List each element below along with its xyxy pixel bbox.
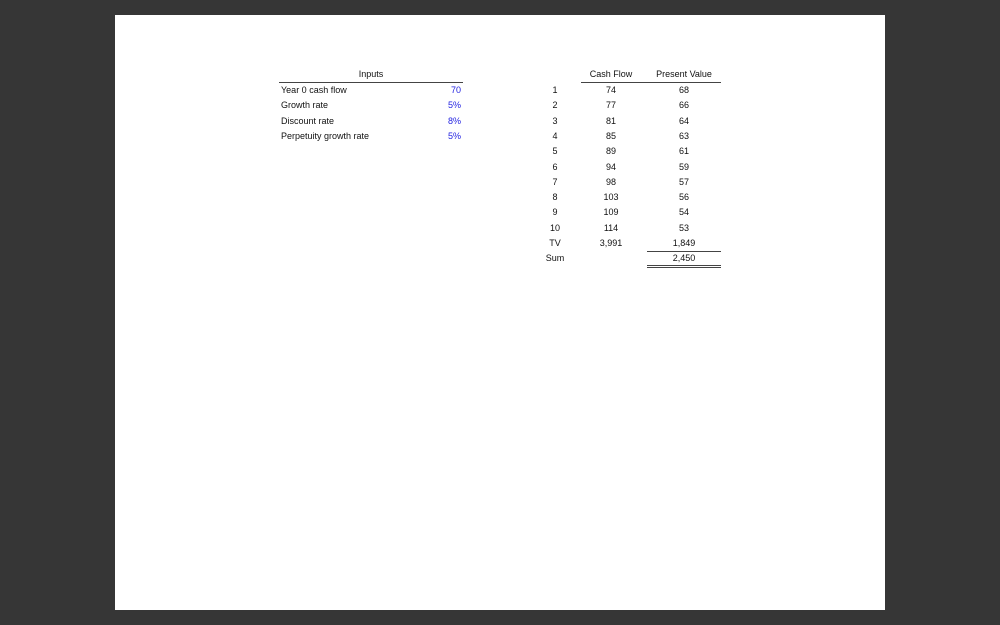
present-value-cell: 61 [678, 146, 689, 157]
cash-flow-cell: 85 [605, 130, 616, 141]
input-value[interactable]: 8% [447, 115, 461, 126]
period-label: 10 [549, 222, 560, 233]
input-label: Discount rate [281, 115, 335, 126]
cash-flow-cell: 77 [605, 100, 616, 111]
spreadsheet-page [115, 15, 885, 610]
cash-flow-cell: 74 [605, 85, 616, 95]
period-label: TV [549, 238, 561, 248]
sum-label: Sum [545, 253, 565, 263]
cash-flow-cell: 94 [605, 161, 616, 172]
input-value[interactable]: 5% [447, 100, 461, 111]
cash-flow-cell: 89 [605, 146, 616, 157]
period-label: 3 [552, 115, 558, 126]
present-value-cell: 64 [678, 115, 689, 126]
present-value-cell: 57 [678, 176, 689, 187]
cash-flow-header: Cash Flow [589, 69, 633, 79]
sum-double-rule-bottom [647, 267, 721, 268]
period-label: 8 [552, 192, 558, 203]
present-value-cell: 54 [678, 207, 689, 218]
input-label: Growth rate [281, 100, 329, 111]
present-value-cell: 59 [678, 161, 689, 172]
input-value[interactable]: 5% [447, 130, 461, 141]
inputs-header: Inputs [358, 69, 384, 79]
cash-flow-cell: 103 [603, 192, 619, 203]
present-value-cell: 66 [678, 100, 689, 111]
present-value-cell: 56 [678, 192, 689, 203]
period-label: 1 [552, 85, 558, 95]
period-label: 7 [552, 176, 558, 187]
cash-flow-cell: 81 [605, 115, 616, 126]
schedule-header-rule [581, 82, 721, 83]
input-label: Year 0 cash flow [281, 85, 347, 95]
cash-flow-cell: 98 [605, 176, 616, 187]
period-label: 5 [552, 146, 558, 157]
present-value-cell: 68 [678, 85, 689, 95]
period-label: 9 [552, 207, 558, 218]
period-label: 6 [552, 161, 558, 172]
input-label: Perpetuity growth rate [281, 130, 370, 141]
cash-flow-cell: 109 [603, 207, 619, 218]
present-value-header: Present Value [656, 69, 712, 79]
cash-flow-cell: 114 [603, 222, 619, 233]
present-value-cell: 53 [678, 222, 689, 233]
sum-present-value: 2,450 [672, 253, 696, 263]
input-value[interactable]: 70 [450, 85, 461, 95]
present-value-cell: 1,849 [672, 238, 696, 248]
period-label: 4 [552, 130, 558, 141]
present-value-cell: 63 [678, 130, 689, 141]
cash-flow-cell: 3,991 [599, 238, 623, 248]
sum-double-rule-top [647, 265, 721, 266]
period-label: 2 [552, 100, 558, 111]
inputs-header-rule [279, 82, 463, 83]
tv-subtotal-rule [647, 251, 721, 252]
